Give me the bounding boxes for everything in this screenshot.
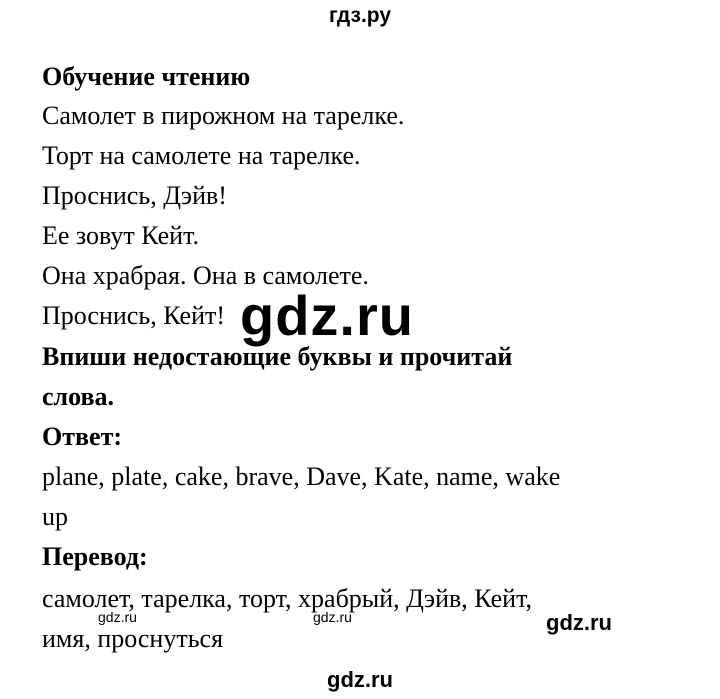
instruction-line: слова. [42,382,115,411]
answer-text: plane, plate, cake, brave, Dave, Kate, name, wake [42,462,561,491]
watermark-top: гдз.ру [328,4,392,27]
watermark-small: gdz.ru [313,609,352,625]
watermark-bottom: gdz.ru [327,667,393,692]
instruction-line: Впиши недостающие буквы и прочитай [42,342,513,371]
translation-text: самолет, тарелка, торт, храбрый, Дэйв, Кейт, [42,584,532,613]
text-line: Проснись, Кейт! [42,301,226,330]
answer-label: Ответ: [42,422,123,451]
translation-label: Перевод: [42,542,148,571]
translation-text: имя, проснуться [42,624,224,653]
section-heading: Обучение чтению [42,62,251,91]
text-line: Торт на самолете на тарелке. [42,141,361,170]
watermark-bottom-right: gdz.ru [546,610,612,635]
text-line: Она храбрая. Она в самолете. [42,261,369,290]
text-line: Проснись, Дэйв! [42,181,227,210]
answer-text: up [42,502,68,531]
text-line: Ее зовут Кейт. [42,221,200,250]
watermark-small: gdz.ru [98,609,137,625]
watermark-center: gdz.ru [240,284,414,347]
text-line: Самолет в пирожном на тарелке. [42,101,405,130]
